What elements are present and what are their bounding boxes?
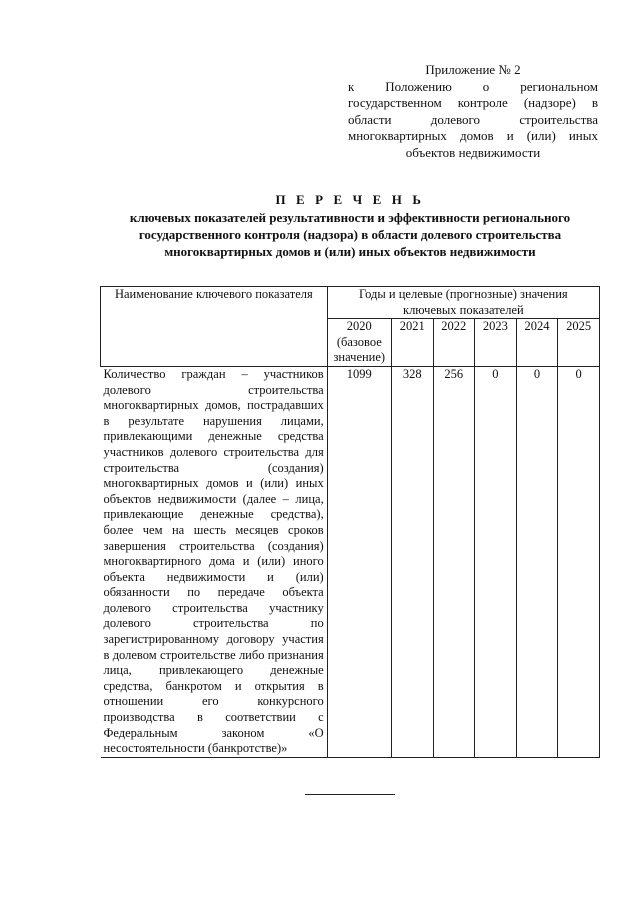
- value-2020: 1099: [327, 366, 391, 757]
- year-header-2021: 2021: [391, 319, 433, 367]
- value-2024: 0: [516, 366, 558, 757]
- end-divider: [305, 794, 395, 795]
- appendix-number: Приложение № 2: [425, 62, 521, 77]
- table-header-row: [101, 287, 600, 319]
- value-2025: 0: [558, 366, 600, 757]
- year-header-2022: 2022: [433, 319, 475, 367]
- table-row: [101, 366, 600, 757]
- value-2021: 328: [391, 366, 433, 757]
- title-heading: П Е Р Е Ч Е Н Ь: [275, 192, 425, 207]
- year-header-2024: 2024: [516, 319, 558, 367]
- col-name-header: Наименование ключевого показателя: [101, 287, 328, 367]
- year-header-2020: 2020 (базовое значение): [327, 319, 391, 367]
- year-header-2023: 2023: [475, 319, 517, 367]
- appendix-header: [348, 62, 598, 162]
- value-2023: 0: [475, 366, 517, 757]
- title-subtitle: ключевых показателей результативности и эффективности регионального государственного контроля (надзора) в области долевого строительства многоквартирных домов и (или) иных объектов недвижимости: [129, 210, 571, 259]
- indicators-table: [100, 286, 600, 758]
- year-header-2025: 2025: [558, 319, 600, 367]
- appendix-text: к Положению о региональном государственном контроле (надзоре) в области долевого строительства многоквартирных домов и (или) иных объектов недвижимости: [348, 78, 598, 160]
- value-2022: 256: [433, 366, 475, 757]
- col-years-header: Годы и целевые (прогнозные) значения ключевых показателей: [327, 287, 599, 319]
- document-title: [96, 191, 604, 260]
- indicator-name: Количество граждан – участников долевого строительства многоквартирных домов, пострадавших в результате нарушения лицами, привлекающими денежные средства участников долевого строительства для строительства (создания) многоквартирных домов и (или) иных объектов недвижимости (далее – лица, привлекающие денежные средства), более чем на шесть месяцев сроков завершения строительства (создания) многоквартирного дома и (или) иного объекта недвижимости и (или) обязанности по передаче объекта долевого строительства участнику долевого строительства по зарегистрированному договору участия в долевом строительстве либо признания лица, привлекающего денежные средства, банкротом и открытия в отношении его конкурсного производства в соответствии с Федеральным законом «О несостоятельности (банкротстве)»: [101, 366, 328, 757]
